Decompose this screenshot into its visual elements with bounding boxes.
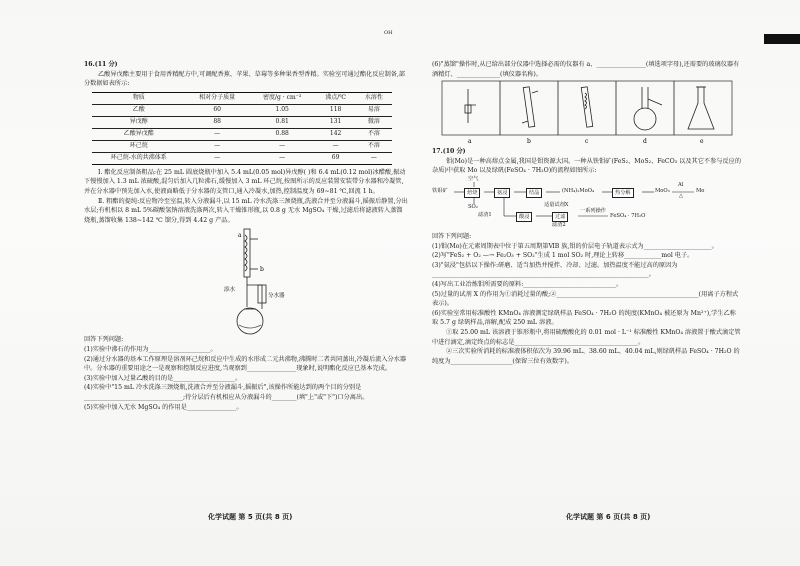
flow-decomp: 热分解 — [612, 188, 634, 198]
apparatus-label: e — [700, 138, 704, 146]
flow-start: 铁钼矿 — [432, 187, 448, 194]
table-cell: 1.05 — [249, 104, 316, 116]
q16-answer-intro: 回答下列问题: — [84, 336, 124, 344]
q16-subq-6: (6)"蒸馏"操作时,从已给出部分仪器中选择必需的仪器有 a、________________(填选项字母),还需要的玻璃仪器有酒精灯、______________(填仪器名称)。 — [432, 61, 740, 78]
table-cell: 环己烷-水的共沸体系 — [92, 152, 186, 164]
flow-al: Al — [678, 181, 684, 188]
table-header-row — [92, 92, 392, 104]
table-header: 密度/g · cm⁻³ — [249, 92, 316, 104]
q17-subq-4: (4)写出工业冶炼钼所需要的原料:______________________________。 — [432, 280, 623, 288]
apparatus-options-drawing — [432, 79, 742, 147]
table-cell: 131 — [315, 116, 355, 128]
table-cell: 乙酸异戊酯 — [92, 128, 186, 140]
q16-subq-3: (3)实验中加入过量乙酸的目的是____________________。 — [84, 374, 242, 382]
flow-series: 一系列操作 — [580, 207, 606, 214]
apparatus-label: a — [468, 138, 472, 146]
table-cell: 0.81 — [249, 116, 316, 128]
table-cell: 易溶 — [356, 104, 392, 116]
table-cell: — — [186, 140, 249, 152]
table-cell: 60 — [186, 104, 249, 116]
table-cell: 118 — [315, 104, 355, 116]
apparatus-options-figure — [432, 79, 742, 147]
property-table — [92, 92, 392, 165]
q16-subq-5: (5)实验中加入无水 MgSO₄ 的作用是________________。 — [84, 403, 243, 411]
table-cell: — — [186, 128, 249, 140]
table-cell: — — [249, 152, 316, 164]
q17-subq-5: (5)过量的试剂 X 的作用为①消耗过量的酸;②______________________________________________(用离子方程式表示)。 — [432, 290, 739, 308]
apparatus-label: b — [527, 138, 531, 146]
flow-moo3: MoO₃ — [655, 187, 670, 194]
table-cell: 88 — [186, 116, 249, 128]
edge-marker — [764, 34, 800, 44]
flowchart-arrows — [432, 175, 742, 230]
table-header: 物质 — [92, 92, 186, 104]
table-cell: 69 — [315, 152, 355, 164]
table-cell: — — [356, 152, 392, 164]
q16-subq-1: (1)实验中沸石的作用为____________________。 — [84, 345, 217, 353]
reflux-apparatus-drawing — [84, 225, 408, 335]
table-cell: 142 — [315, 128, 355, 140]
q17-title: 17.(10 分) — [432, 148, 466, 156]
label-b: b — [260, 266, 264, 274]
q16-step1: Ⅰ. 酯化反应制备粗品:在 25 mL 圆底烧瓶中加入 5.4 mL(0.05 mol)异戊醇( )和 6.4 mL(0.12 mol)冰醋酸,振动下慢慢加入 1.3 mL 浓硫酸,混匀后加入几粒沸石,缓慢加入 3 mL 环己烷,按图所示的反应装置安装带分水器和冷凝管,并在分水器中预先加入水,使液面略低于分水器的支管口,通入冷凝水,加热,控制温度为 69~81 ℃,回流 1 h。 — [84, 168, 406, 195]
label-separator: 分水器 — [268, 293, 285, 300]
table-header: 水溶性 — [356, 92, 392, 104]
table-cell: — — [186, 152, 249, 164]
q17-subq-3: (3)"氨浸"包括以下操作:研磨、适当加热并搅拌、冷却、过滤。加热温度不能过高的原因为______________________________________________________________________。 — [432, 261, 678, 279]
table-row — [92, 104, 392, 116]
question-16 — [84, 30, 408, 412]
table-cell: 乙酸 — [92, 104, 186, 116]
flow-heat: △ — [679, 192, 683, 199]
table-cell: 微溶 — [356, 116, 392, 128]
q17-subq-2: (2)写"FeS₂ + O₂ —→ Fe₂O₃ + SO₂"生成 1 mol SO₂ 时,理论上转移____________mol 电子。 — [432, 252, 694, 260]
footer-left: 化学试题 第 5 页(共 8 页) — [208, 513, 293, 521]
apparatus-label: d — [643, 138, 647, 146]
table-row — [92, 152, 392, 164]
table-cell: 环己烷 — [92, 140, 186, 152]
flow-acid: 酸浸 — [516, 212, 532, 222]
q16-title: 16.(11 分) — [84, 61, 118, 68]
label-a: a — [238, 232, 242, 240]
q16-intro: 乙酸异戊酯主要用于食用香精配方中,可调配香蕉、苹果、草莓等多种果香型香精。实验室可通过酯化反应制备,部分数据如表所示: — [84, 70, 406, 88]
table-cell: 不溶 — [356, 128, 392, 140]
q17-subq-6: (6)实验室常用标准酸性 KMnO₄ 溶液测定绿矾样品 FeSO₄ · 7H₂O 的纯度(KMnO₄ 被还原为 Mn²⁺),学生乙称取 5.7 g 绿矾样品,溶解,配成 250 mL 溶液。 — [432, 309, 736, 327]
flow-so2: SO₂ — [468, 203, 478, 210]
q16-subq-4: (4)实验中"15 mL 冷水洗涤三颈烧瓶,洗液合并至分液漏斗,摇振后",该操作所能达到的两个目的分别是________________________________;待分层后有机相应从分液漏斗的________(填"上"或"下")口分离出。 — [84, 384, 369, 401]
flow-roast: 焙烧 — [464, 188, 480, 198]
flow-feso4: FeSO₄ · 7H₂O — [610, 212, 646, 219]
q17-answer-intro: 回答下列问题: — [432, 232, 472, 240]
process-flowchart — [432, 175, 742, 230]
q17-subq-6-2: ②三次实验所消耗的标准液体积依次为 39.96 mL、38.60 mL、40.04 mL,则绿矾样品 FeSO₄ · 7H₂O 的纯度为____________________(保留三位有效数字)。 — [432, 348, 740, 365]
flow-product1: (NH₄)₂MoO₄ — [562, 187, 595, 194]
table-row — [92, 140, 392, 152]
footer-right: 化学试题 第 6 页(共 8 页) — [566, 513, 651, 521]
table-cell: — — [315, 140, 355, 152]
q16-subq-2: (2)通过分水器的基本工作原理是溶剂环己烷和反应中生成的水形成二元共沸物,沸腾时二者共同蒸出,冷凝后流入分水器中。分水器的重要用途之一是观察和控制反应进度,当观察到________________现象时,说明酯化反应已基本完成。 — [84, 355, 407, 373]
flow-ammonia: 氨浸 — [494, 188, 510, 198]
table-row — [92, 128, 392, 140]
flow-filtrate1: 滤渣1 — [478, 211, 492, 218]
apparatus-label: c — [585, 138, 589, 146]
table-cell: 0.88 — [249, 128, 316, 140]
flow-reagent-x: 适量试剂X — [544, 201, 569, 208]
label-water: 添水 — [224, 287, 236, 294]
q17-intro: 钼(Mo)是一种高熔点金属,我国是钼资源大国。一种从铁钼矿(FeS₂、MoS₂、FeCO₃ 以及其它不参与反应的杂质)中获取 Mo 以及绿矾(FeSO₄ · 7H₂O)的流程如图所示: — [432, 157, 742, 175]
q16-step2: Ⅱ. 粗酯的提纯:反应物冷至室温,转入分液漏斗,以 15 mL 冷水洗涤三颈烧瓶,洗液合并至分液漏斗,摇振后静置,分出水层;有机相以 8 mL 5%碳酸氢钠溶液洗涤两次,转入干燥锥形瓶,以 0.8 g 无水 MgSO₄ 干燥,过滤后将滤液转入蒸馏烧瓶,蒸馏收集 138~142 ℃ 馏分,得到 4.42 g 产品。 — [84, 197, 408, 224]
table-header: 相对分子质量 — [186, 92, 249, 104]
flow-crystal: 结晶 — [526, 188, 542, 198]
flow-air: 空气 — [468, 175, 479, 182]
flow-filter: 过滤 — [552, 212, 568, 222]
flow-mo: Mo — [696, 187, 705, 194]
table-row — [92, 116, 392, 128]
table-header: 沸点/℃ — [315, 92, 355, 104]
table-cell: 异戊醇 — [92, 116, 186, 128]
q17-subq-6-1: ①取 25.00 mL 该溶液于锥形瓶中,将用硫酸酸化的 0.01 mol · L⁻¹ 标准酸性 KMnO₄ 溶液置于酸式滴定管中进行滴定,滴定终点的标志是________________________________________。 — [432, 328, 741, 346]
q17-subq-1: (1)钼(Mo)在元素周期表中位于第五周期第ⅥB 族,钼的价层电子轨道表示式为______________________。 — [432, 242, 718, 250]
table-cell: 不溶 — [356, 140, 392, 152]
flow-filtrate2: 滤渣2 — [552, 221, 566, 228]
question-16-17-right — [432, 60, 742, 366]
struct-oh-label: OH — [384, 30, 393, 37]
table-cell: — — [249, 140, 316, 152]
